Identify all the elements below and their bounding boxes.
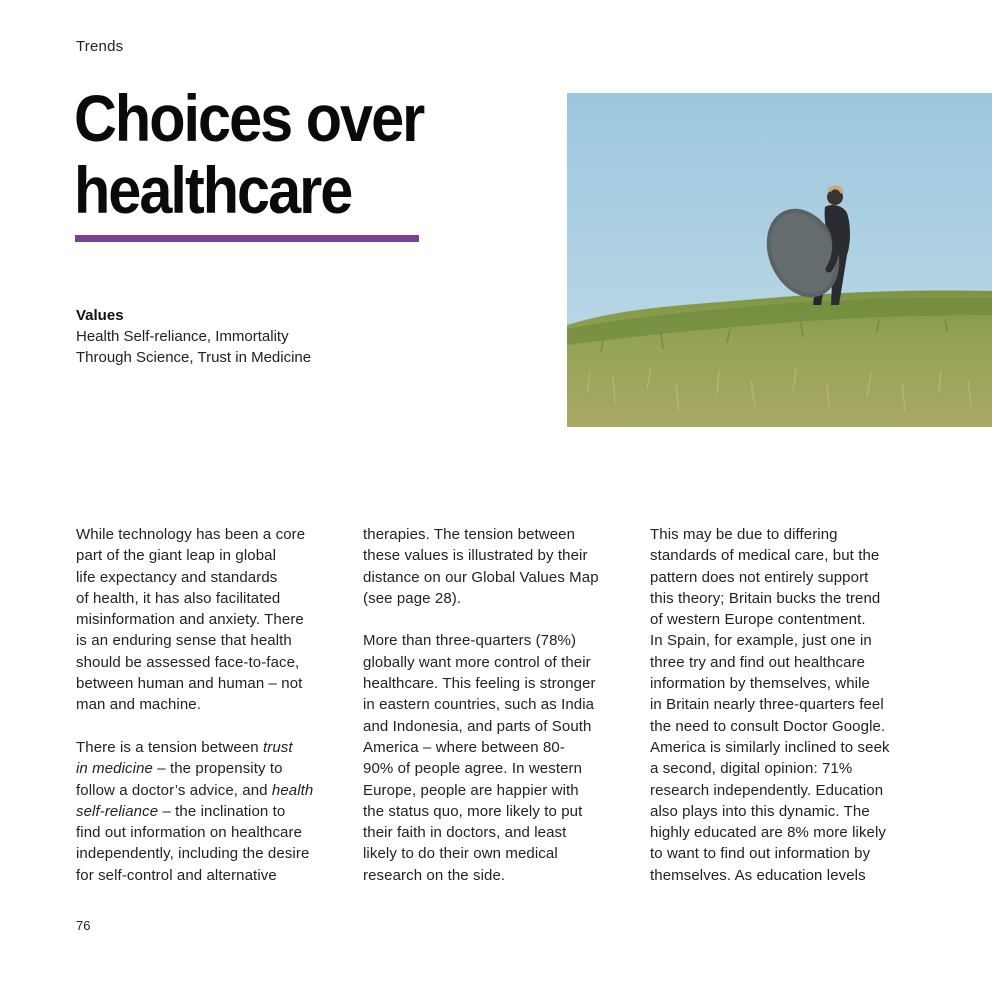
italic-term: trust <box>262 738 293 756</box>
text-line: man and machine. <box>76 696 202 714</box>
text-line: this theory; Britain bucks the trend <box>650 589 881 607</box>
italic-term: in medicine <box>76 760 153 778</box>
text-line: these values is illustrated by their <box>363 547 588 565</box>
text-line: standards of medical care, but the <box>650 547 880 565</box>
text-run: There is a tension between <box>76 738 263 756</box>
text-line: three try and find out healthcare <box>650 653 866 671</box>
title-accent-rule <box>75 235 419 242</box>
paragraph <box>363 630 633 886</box>
text-line: This may be due to differing <box>650 526 838 543</box>
text-line: globally want more control of their <box>363 653 591 671</box>
page-number: 76 <box>76 918 91 933</box>
text-line: (see page 28). <box>363 589 462 607</box>
italic-term: health <box>271 781 314 799</box>
text-line: between human and human – not <box>76 675 303 693</box>
text-line <box>76 737 346 758</box>
text-line: should be assessed face-to-face, <box>76 653 300 671</box>
text-line: Europe, people are happier with <box>363 781 579 799</box>
text-line: the need to consult Doctor Google. <box>650 717 886 735</box>
text-line: of western Europe contentment. <box>650 611 866 629</box>
text-run: – the propensity to <box>152 760 283 778</box>
text-line: of health, it has also facilitated <box>76 589 281 607</box>
text-line: healthcare. This feeling is stronger <box>363 675 596 693</box>
paragraph <box>363 524 633 609</box>
values-line-2: Through Science, Trust in Medicine <box>76 349 312 366</box>
italic-term: self-reliance <box>76 802 159 820</box>
paragraph <box>76 524 346 716</box>
text-line: More than three-quarters (78%) <box>363 632 577 650</box>
surfer-photo-illustration <box>567 93 992 427</box>
values-block <box>76 305 311 368</box>
text-line: in eastern countries, such as India <box>363 696 595 714</box>
values-heading: Values <box>76 307 124 324</box>
text-line: also plays into this dynamic. The <box>650 802 870 820</box>
surfer-photo <box>567 93 992 427</box>
text-line: misinformation and anxiety. There <box>76 611 304 629</box>
text-line: America is similarly inclined to seek <box>650 738 890 756</box>
page-title-line-2: healthcare <box>74 153 352 227</box>
text-line: highly educated are 8% more likely <box>650 824 887 842</box>
text-line: distance on our Global Values Map <box>363 568 599 586</box>
text-line: 90% of people agree. In western <box>363 760 583 778</box>
section-label: Trends <box>76 38 124 55</box>
text-line: In Spain, for example, just one in <box>650 632 872 650</box>
body-column-3 <box>650 524 920 886</box>
text-line: therapies. The tension between <box>363 526 576 543</box>
paragraph <box>76 737 346 886</box>
text-line: pattern does not entirely support <box>650 568 869 586</box>
values-line-1: Health Self-reliance, Immortality <box>76 328 289 345</box>
text-line: America – where between 80- <box>363 738 565 756</box>
text-line: part of the giant leap in global <box>76 547 277 565</box>
text-line: themselves. As education levels <box>650 866 866 884</box>
text-line: research on the side. <box>363 866 506 884</box>
text-line: find out information on healthcare <box>76 824 303 842</box>
text-line <box>76 801 346 822</box>
text-line: and Indonesia, and parts of South <box>363 717 592 735</box>
page-title-line-1: Choices over <box>74 81 424 155</box>
text-line: for self-control and alternative <box>76 866 277 884</box>
text-line <box>76 780 346 801</box>
text-line: the status quo, more likely to put <box>363 802 583 820</box>
paragraph <box>650 524 920 886</box>
body-column-1 <box>76 524 346 886</box>
text-line: their faith in doctors, and least <box>363 824 567 842</box>
text-line: is an enduring sense that health <box>76 632 292 650</box>
text-line: to want to find out information by <box>650 845 871 863</box>
text-line: in Britain nearly three-quarters feel <box>650 696 884 714</box>
text-line: While technology has been a core <box>76 526 306 543</box>
text-line: a second, digital opinion: 71% <box>650 760 853 778</box>
text-line: independently, including the desire <box>76 845 310 863</box>
page-title <box>74 82 452 226</box>
body-column-2 <box>363 524 633 886</box>
text-line <box>76 758 346 779</box>
text-line: information by themselves, while <box>650 675 870 693</box>
text-line: research independently. Education <box>650 781 884 799</box>
text-line: life expectancy and standards <box>76 568 278 586</box>
text-run: – the inclination to <box>158 802 286 820</box>
text-run: follow a doctor’s advice, and <box>76 781 272 799</box>
text-line: likely to do their own medical <box>363 845 558 863</box>
